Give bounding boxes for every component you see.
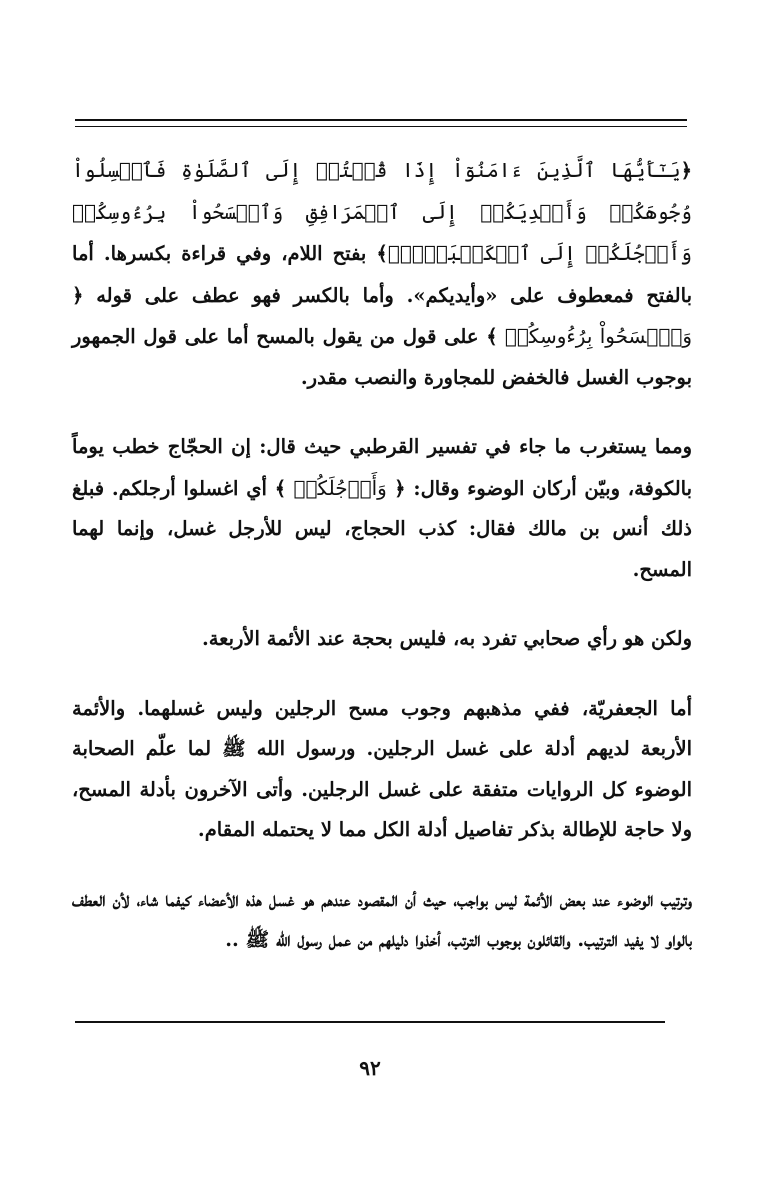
verse-close-bracket: ﴾ [486, 325, 498, 348]
verse-close-bracket: ﴾ [376, 242, 388, 265]
paragraph-text: .. [225, 928, 246, 951]
paragraph-verse-commentary [72, 150, 692, 398]
page-body [72, 150, 692, 961]
paragraph-text: لما علّم الصحابة الوضوء كل الروايات متفقة على غسل الرجلين. وأتى الآخرون بأدلة المسح، ولا حاجة للإطالة بذكر تفاصيل أدلة الكل مما لا يحتمله المقام. [72, 737, 692, 841]
verse-open-bracket: ﴿ [680, 159, 692, 182]
quran-verse: وَٱمۡسَحُواْ بِرُءُوسِكُمۡ [497, 324, 692, 348]
honorific-glyph: ﷺ [245, 928, 270, 951]
paragraph-gap [72, 412, 692, 413]
paragraph-text: أما الجعفريّة، ففي مذهبهم وجوب مسح الرجلين وليس غسلهما. والأئمة الأربعة لديهم أدلة على غسل الرجلين. ورسول الله [72, 696, 692, 760]
paragraph-order [72, 880, 692, 961]
header-rule-thin [75, 126, 687, 127]
header-rule-thick [75, 119, 687, 121]
verse-open-bracket: ﴿ [72, 283, 84, 307]
paragraph-qurtubi [72, 427, 692, 590]
page-number: ٩٢ [359, 1056, 381, 1080]
paragraph-text: أي اغسلوا أرجلكم. فبلغ ذلك أنس بن مالك فقال: كذب الحجاج، ليس للأرجل غسل، وإنما لهما المسح. [72, 476, 692, 581]
paragraph-companion-opinion [72, 619, 692, 660]
honorific-glyph: ﷺ [222, 737, 246, 760]
paragraph-jafari [72, 689, 692, 851]
quran-verse: يَـٰٓأَيُّهَا ٱلَّذِينَ ءَامَنُوٓاْ إِذَا قُمۡتُمۡ إِلَى ٱلصَّلَوٰةِ فَٱغۡسِلُواْ وُجُوهَكُمۡ وَأَيۡدِيَكُمۡ إِلَى ٱلۡمَرَافِقِ وَٱمۡسَحُواْ بِرُءُوسِكُمۡ وَأَرۡجُلَكُمۡ إِلَى ٱلۡكَعۡبَيۡنِۚ [72, 158, 692, 265]
paragraph-text: وترتيب الوضوء عند بعض الأئمة ليس بواجب، حيث أن المقصود عندهم هو غسل هذه الأعضاء كيفما شاء، لأن العطف بالواو لا يفيد الترتيب. والقائلون بوجوب الترتب، أخذوا دليلهم من عمل رسول الله [72, 887, 692, 951]
paragraph-text: بفتح اللام، وفي قراءة بكسرها. أما بالفتح فمعطوف على «وأيديكم». وأما بالكسر فهو عطف على قوله [72, 242, 692, 307]
paragraph-gap [72, 604, 692, 605]
paragraph-gap [72, 865, 692, 866]
quran-verse: وَأَرۡجُلَكُمۡ [286, 475, 395, 500]
verse-close-bracket: ﴾ [274, 476, 287, 500]
verse-open-bracket: ﴿ [394, 476, 406, 500]
paragraph-text: ومما يستغرب ما جاء في تفسير القرطبي حيث قال: إن الحجّاج خطب يوماً بالكوفة، وبيّن أركان الوضوء وقال: [72, 435, 693, 500]
footer-rule [75, 1021, 665, 1023]
paragraph-text: على قول من يقول بالمسح أما على قول الجمهور بوجوب الغسل فالخفض للمجاورة والنصب مقدر. [72, 325, 692, 389]
paragraph-gap [72, 674, 692, 675]
paragraph-text: ولكن هو رأي صحابي تفرد به، فليس بحجة عند الأئمة الأربعة. [201, 627, 692, 650]
